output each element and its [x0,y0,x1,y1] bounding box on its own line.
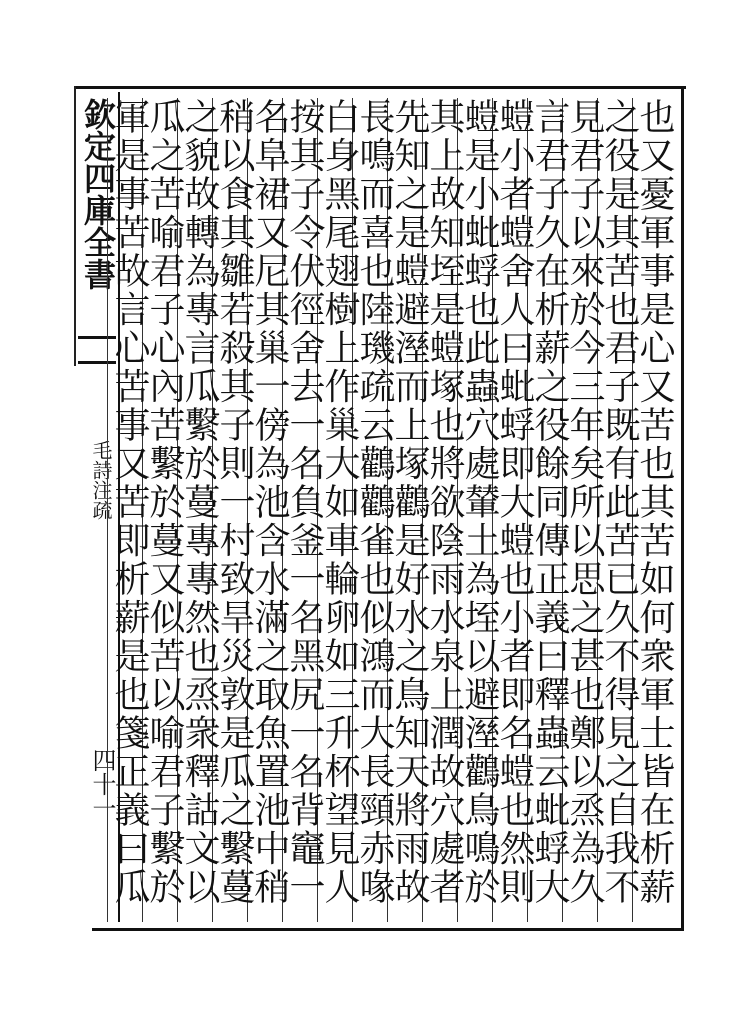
text-column-8: 先知之是螘避溼而上塚鸛是好水之鳥知天將雨故 [387,98,431,922]
text-column-10: 白身黑尾翅樹上作巢大如車輪卵如三升杯望見人 [317,98,361,922]
text-column-12: 名阜裙又尼其巢一傍為池含水滿之取魚置池中稍 [247,98,291,922]
text-column-13: 稍以食其雛若殺其子則一村致旱災敦是瓜之繫蔓 [212,98,256,922]
text-column-15: 瓜之苦喻君子心內苦繫於蔓又似苦以喻君子繫於 [142,98,186,922]
book-title: 毛詩注疏 [89,440,113,520]
text-columns [109,92,680,924]
text-column-2: 之役是其苦也君子既有此苦已久不得見之自我不 [597,98,641,922]
text-column-6: 螘是小蚍蜉也此蟲穴處輦土為垤以避溼鸛鳥鳴於 [457,98,501,922]
text-column-16: 軍是事苦故言心苦事又苦即析薪是也箋正義曰瓜 [107,98,151,922]
text-column-3: 見君子以來於今三年矣所以思之甚也鄭以烝為久 [562,98,606,922]
text-column-5: 螘小者螘舍人曰蚍蜉即大螘也小者即名螘也然則 [492,98,536,922]
frame-right-line [681,86,684,931]
text-column-1: 也又憂軍事是心又苦也其苦如何衆軍士皆在析薪 [632,98,676,922]
text-column-7: 其上故知垤是螘塚也將欲陰雨水泉上潤故穴處者 [422,98,466,922]
series-title: 欽定四庫全書 [79,98,117,290]
text-column-14: 之貌故轉為專言瓜繫於蔓專專然也烝衆釋詁文以 [177,98,221,922]
frame-top-line [74,86,686,89]
text-column-4: 言君子久在析薪之役餘同傳正義曰釋蟲云蚍蜉大 [527,98,571,922]
text-column-9: 長鳴而喜也陸璣疏云鸛鸛雀也似鴻而大長頸赤喙 [352,98,396,922]
frame-bottom-line [92,928,684,931]
page-number: 四十一 [88,748,116,820]
text-column-11: 按其子令伏徑舍去一名負釜一名黑尻一名背竈一 [282,98,326,922]
